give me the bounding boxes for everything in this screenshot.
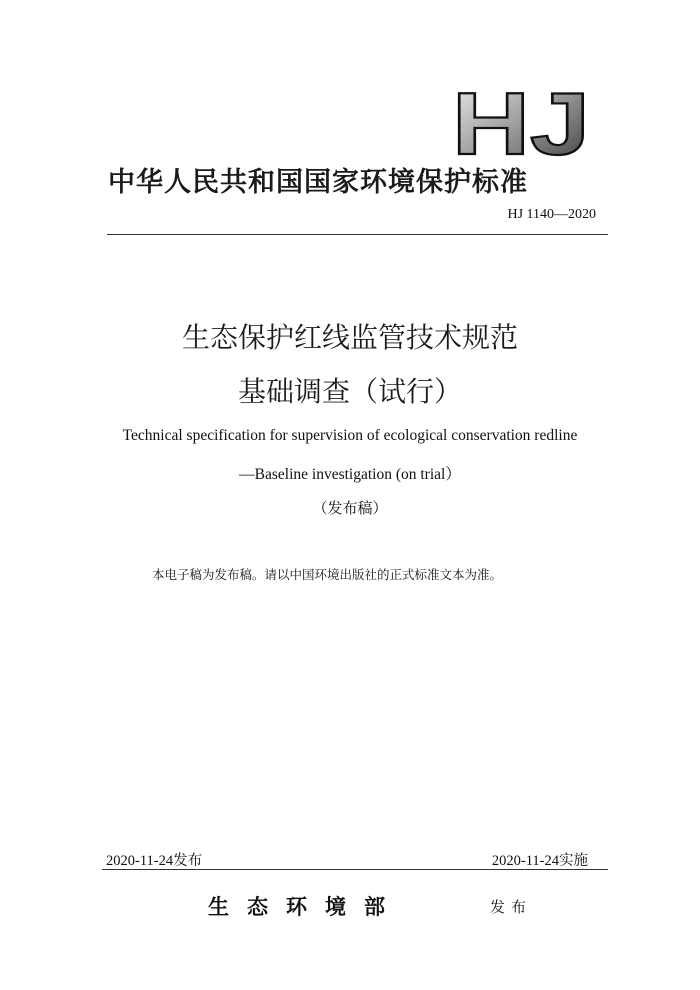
standard-number: HJ 1140—2020 <box>507 207 596 222</box>
publish-label: 发布 <box>490 898 533 916</box>
header-divider <box>107 234 608 235</box>
issuing-authority: 中华人民共和国国家环境保护标准 <box>108 167 528 198</box>
notice-text: 本电子稿为发布稿。请以中国环境出版社的正式标准文本为准。 <box>152 567 503 582</box>
title-cn-line2: 基础调查（试行） <box>237 375 462 408</box>
footer-divider <box>102 869 608 870</box>
title-en-line2: —Baseline investigation (on trial） <box>239 466 461 483</box>
implement-date: 2020-11-24实施 <box>491 853 588 869</box>
publisher-name: 生态环境部 <box>208 894 403 919</box>
hj-logo-text: HJ <box>452 86 590 158</box>
issue-date: 2020-11-24发布 <box>106 853 203 869</box>
title-en-line1: Technical specification for supervision of ecological conservation redline <box>122 427 578 444</box>
draft-status: （发布稿） <box>312 499 388 517</box>
hj-logo <box>452 86 592 158</box>
title-cn-line1: 生态保护红线监管技术规范 <box>181 321 518 354</box>
